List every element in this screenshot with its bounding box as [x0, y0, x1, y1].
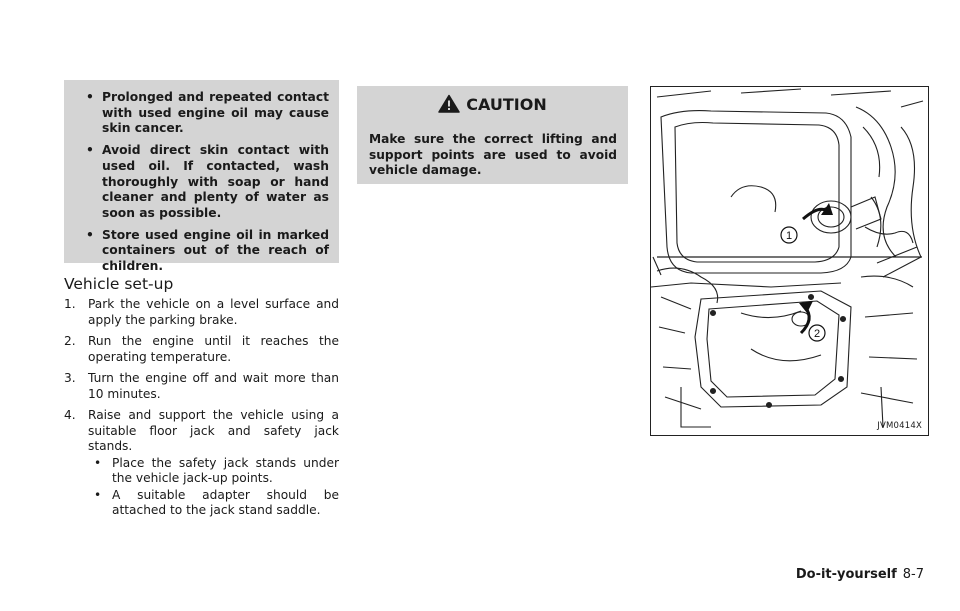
svg-text:2: 2	[813, 328, 821, 340]
caution-box	[357, 86, 628, 184]
step-item	[64, 334, 339, 365]
warning-list	[64, 80, 339, 275]
warning-text: Avoid direct skin contact with used oil. If contacted, wash thoroughly with soap or hand cleaner and plenty of water as soon as possible.	[102, 143, 329, 220]
svg-text:1: 1	[785, 230, 793, 242]
step-number: 3.	[64, 371, 76, 385]
callout-1	[781, 227, 797, 243]
warning-item	[64, 90, 329, 137]
warning-text: Store used engine oil in marked containers out of the reach of children.	[102, 227, 329, 274]
step-sub-list	[88, 456, 339, 519]
warning-text: Prolonged and repeated contact with used engine oil may cause skin cancer.	[102, 90, 329, 136]
step-text: Run the engine until it reaches the operating temperature.	[88, 334, 339, 364]
warning-triangle-icon	[438, 94, 460, 113]
bullet: •	[86, 90, 94, 104]
step-number: 2.	[64, 334, 76, 348]
engine-figure	[650, 86, 929, 436]
step-item	[64, 297, 339, 328]
step-text: Turn the engine off and wait more than 10 minutes.	[88, 371, 339, 401]
engine-illustration	[651, 87, 928, 435]
caution-text: Make sure the correct lifting and support points are used to avoid vehicle damage.	[369, 132, 617, 177]
section-heading: Vehicle set-up	[64, 275, 174, 293]
sub-bullet-item	[88, 488, 339, 519]
sub-bullet-item	[88, 456, 339, 487]
bullet: •	[94, 487, 102, 502]
sub-bullet-text: A suitable adapter should be attached to the jack stand saddle.	[112, 487, 339, 517]
step-number: 1.	[64, 297, 76, 311]
page-footer	[796, 567, 924, 582]
figure-code: JVM0414X	[877, 421, 922, 431]
bullet: •	[86, 143, 94, 158]
caution-header	[357, 94, 628, 114]
step-text: Park the vehicle on a level surface and apply the parking brake.	[88, 297, 339, 327]
step-text: Raise and support the vehicle using a suitable floor jack and safety jack stands.	[88, 408, 339, 453]
sub-bullet-text: Place the safety jack stands under the vehicle jack-up points.	[112, 455, 339, 485]
setup-steps	[64, 297, 339, 525]
step-item	[64, 408, 339, 519]
page-number: 8-7	[902, 567, 924, 582]
caution-title: CAUTION	[466, 95, 547, 114]
step-item	[64, 371, 339, 402]
warning-box	[64, 80, 339, 274]
warning-item	[64, 228, 329, 275]
footer-section: Do-it-yourself	[795, 567, 897, 582]
callout-2	[809, 325, 825, 341]
step-number: 4.	[64, 408, 76, 422]
bullet: •	[86, 227, 94, 242]
warning-item	[64, 143, 329, 222]
bullet: •	[94, 455, 102, 470]
